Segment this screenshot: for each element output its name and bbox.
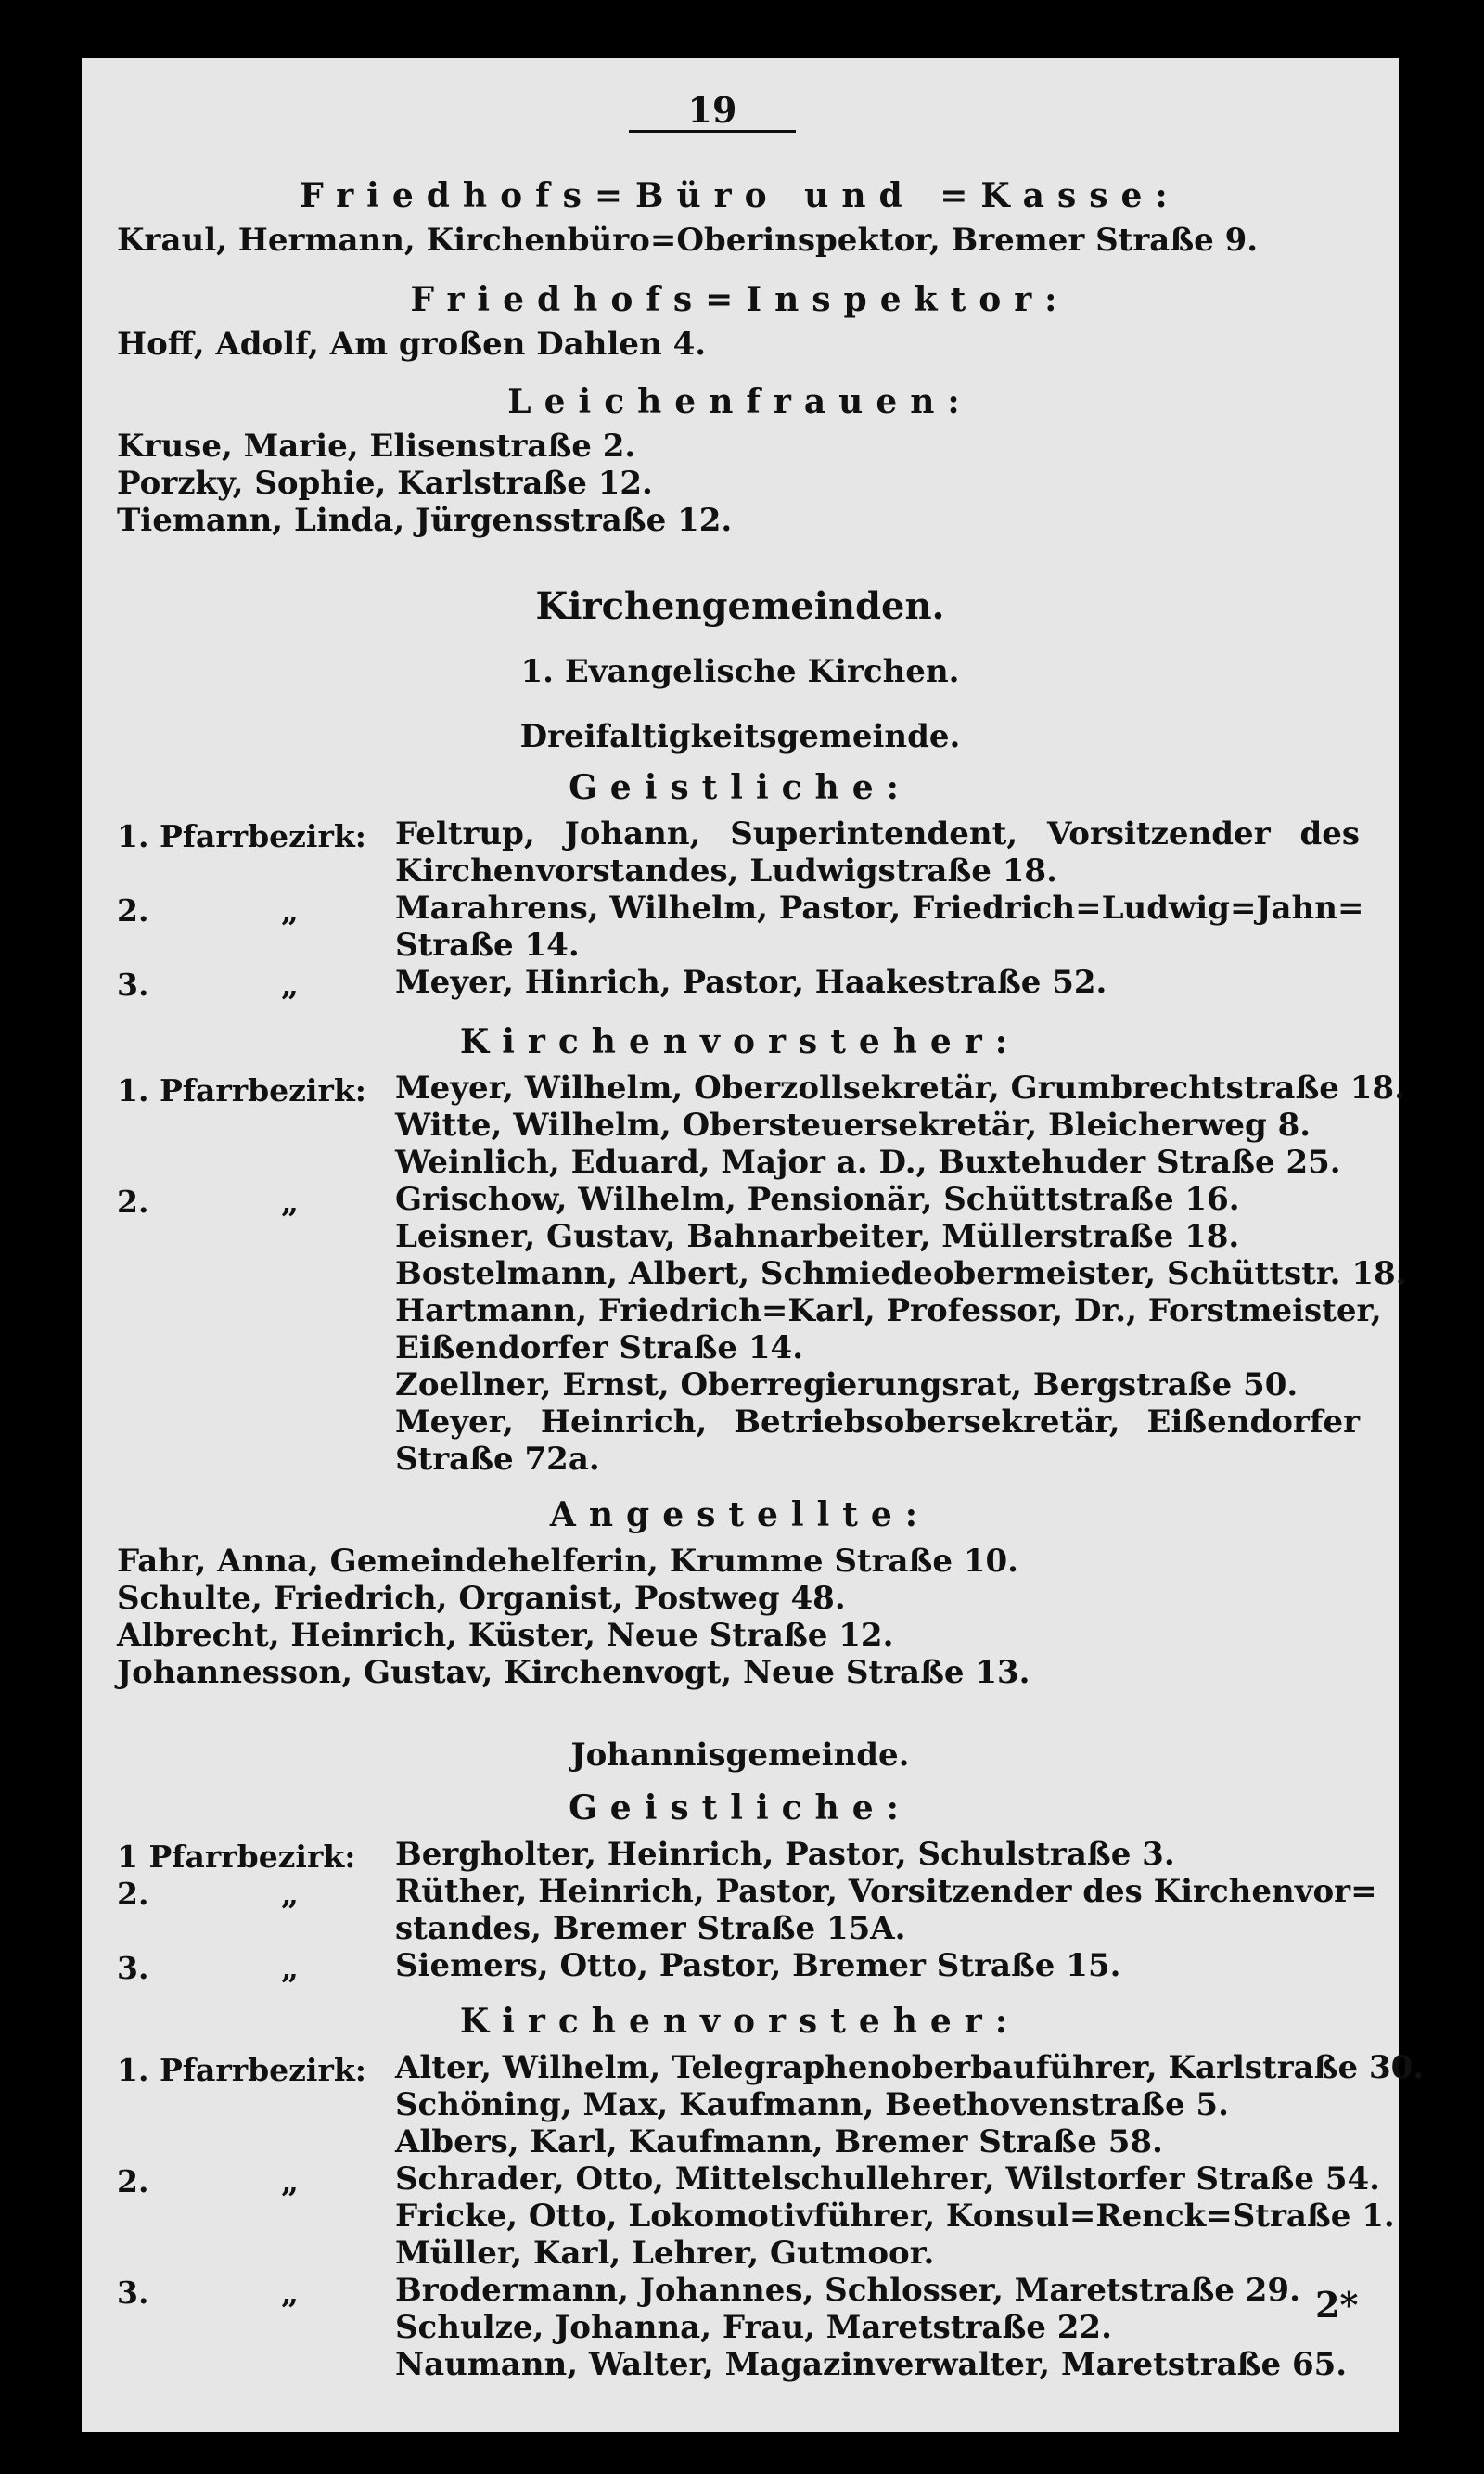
pfarrbezirk-label: 3. (117, 2275, 149, 2311)
vorsteher-entry: Leisner, Gustav, Bahnarbeiter, Müllerstraße 18. (395, 1218, 1240, 1255)
friedhof-inspektor-entry: Hoff, Adolf, Am großen Dahlen 4. (117, 326, 707, 363)
clergy-entry: Rüther, Heinrich, Pastor, Vorsitzender des Kirchenvor= (395, 1873, 1377, 1910)
vorsteher-entry: Schöning, Max, Kaufmann, Beethovenstraße 5. (395, 2086, 1229, 2123)
clergy-entry: Siemers, Otto, Pastor, Bremer Straße 15. (395, 1947, 1121, 1984)
page-number: 19 (687, 89, 737, 131)
ditto-mark: „ (281, 967, 299, 1003)
angestellte-entry: Albrecht, Heinrich, Küster, Neue Straße 12. (117, 1617, 894, 1654)
angestellte-entry: Schulte, Friedrich, Organist, Postweg 48. (117, 1580, 846, 1617)
vorsteher-entry: Schrader, Otto, Mittelschullehrer, Wilstorfer Straße 54. (395, 2160, 1380, 2198)
friedhof-buero-entry: Kraul, Hermann, Kirchenbüro=Oberinspektor, Bremer Straße 9. (117, 222, 1259, 259)
johannis-geistliche-heading: Geistliche: (569, 1788, 912, 1827)
ditto-mark: „ (281, 2275, 299, 2311)
document-page (82, 58, 1425, 2432)
vorsteher-entry: Meyer, Wilhelm, Oberzollsekretär, Grumbrechtstraße 18. (395, 1070, 1405, 1107)
pfarrbezirk-label: 3. (117, 1950, 149, 1986)
vorsteher-entry: Grischow, Wilhelm, Pensionär, Schüttstraße 16. (395, 1181, 1240, 1218)
clergy-entry: Marahrens, Wilhelm, Pastor, Friedrich=Ludwig=Jahn= (395, 890, 1364, 927)
vorsteher-entry: Straße 72a. (395, 1441, 600, 1478)
ditto-mark: „ (281, 1184, 299, 1220)
vorsteher-entry: Fricke, Otto, Lokomotivführer, Konsul=Renck=Straße 1. (395, 2198, 1395, 2235)
vorsteher-entry: Hartmann, Friedrich=Karl, Professor, Dr., Forstmeister, (395, 1292, 1382, 1329)
vorsteher-entry: Albers, Karl, Kaufmann, Bremer Straße 58. (395, 2123, 1163, 2160)
johannis-heading: Johannisgemeinde. (570, 1737, 910, 1774)
leichenfrauen-entry: Kruse, Marie, Elisenstraße 2. (117, 428, 636, 465)
vorsteher-entry: Witte, Wilhelm, Obersteuersekretär, Bleicherweg 8. (395, 1107, 1311, 1144)
pfarrbezirk-label: 1. Pfarrbezirk: (117, 2052, 366, 2088)
vorsteher-entry: Naumann, Walter, Magazinverwalter, Maretstraße 65. (395, 2346, 1348, 2383)
angestellte-entry: Johannesson, Gustav, Kirchenvogt, Neue Straße 13. (117, 1654, 1030, 1691)
dreifaltigkeit-geistliche-heading: Geistliche: (569, 768, 912, 807)
vorsteher-entry: Weinlich, Eduard, Major a. D., Buxtehuder Straße 25. (395, 1144, 1341, 1181)
clergy-entry: Meyer, Hinrich, Pastor, Haakestraße 52. (395, 964, 1107, 1001)
ditto-mark: „ (281, 892, 299, 929)
pfarrbezirk-label: 1 Pfarrbezirk: (117, 1839, 356, 1875)
johannis-vorsteher-heading: Kirchenvorsteher: (459, 2002, 1021, 2041)
clergy-entry: Feltrup, Johann, Superintendent, Vorsitzender des (395, 815, 1360, 852)
vorsteher-entry: Eißendorfer Straße 14. (395, 1329, 804, 1366)
pfarrbezirk-label: 3. (117, 967, 149, 1003)
clergy-entry: Straße 14. (395, 927, 580, 964)
pfarrbezirk-label: 2. (117, 1184, 149, 1220)
angestellte-entry: Fahr, Anna, Gemeindehelferin, Krumme Straße 10. (117, 1543, 1018, 1580)
page-number-rule (629, 130, 796, 133)
pfarrbezirk-label: 1. Pfarrbezirk: (117, 818, 366, 854)
kirchengemeinden-heading: Kirchengemeinden. (535, 584, 945, 628)
vorsteher-entry: Zoellner, Ernst, Oberregierungsrat, Bergstraße 50. (395, 1366, 1298, 1404)
dreifaltigkeit-heading: Dreifaltigkeitsgemeinde. (519, 718, 961, 755)
pfarrbezirk-label: 2. (117, 892, 149, 929)
angestellte-heading: Angestellte: (549, 1495, 931, 1534)
evangelische-heading: 1. Evangelische Kirchen. (520, 653, 960, 690)
ditto-mark: „ (281, 2163, 299, 2199)
page-content (82, 58, 1425, 2432)
dreifaltigkeit-vorsteher-heading: Kirchenvorsteher: (459, 1022, 1021, 1061)
vorsteher-entry: Müller, Karl, Lehrer, Gutmoor. (395, 2235, 935, 2272)
clergy-entry: Kirchenvorstandes, Ludwigstraße 18. (395, 852, 1057, 890)
leichenfrauen-entry: Porzky, Sophie, Karlstraße 12. (117, 465, 653, 502)
leichenfrauen-entry: Tiemann, Linda, Jürgensstraße 12. (117, 502, 733, 539)
vorsteher-entry: Schulze, Johanna, Frau, Maretstraße 22. (395, 2309, 1112, 2346)
clergy-entry: standes, Bremer Straße 15A. (395, 1910, 906, 1947)
pfarrbezirk-label: 1. Pfarrbezirk: (117, 1072, 366, 1109)
ditto-mark: „ (281, 1876, 299, 1912)
friedhof-inspektor-heading: Friedhofs=Inspektor: (410, 280, 1070, 319)
signature-mark: 2* (1315, 2284, 1359, 2326)
ditto-mark: „ (281, 1950, 299, 1986)
clergy-entry: Bergholter, Heinrich, Pastor, Schulstraße 3. (395, 1836, 1175, 1873)
vorsteher-entry: Bostelmann, Albert, Schmiedeobermeister, Schüttstr. 18. (395, 1255, 1407, 1292)
vorsteher-entry: Brodermann, Johannes, Schlosser, Maretstraße 29. (395, 2272, 1300, 2309)
pfarrbezirk-label: 2. (117, 1876, 149, 1912)
friedhof-buero-heading: Friedhofs=Büro und =Kasse: (300, 176, 1181, 215)
vorsteher-entry: Alter, Wilhelm, Telegraphenoberbauführer, Karlstraße 30. (395, 2049, 1425, 2086)
pfarrbezirk-label: 2. (117, 2163, 149, 2199)
vorsteher-entry: Meyer, Heinrich, Betriebsobersekretär, Eißendorfer (395, 1404, 1360, 1441)
leichenfrauen-heading: Leichenfrauen: (507, 382, 973, 421)
